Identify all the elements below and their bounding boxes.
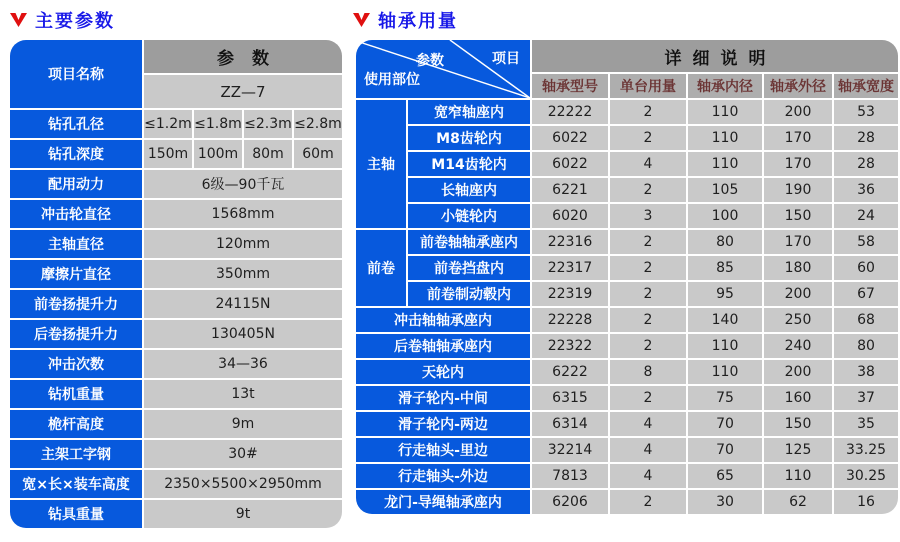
bearing-outer-diameter: 200: [764, 360, 832, 384]
bearing-row: [356, 230, 898, 254]
bearing-outer-diameter: 125: [764, 438, 832, 462]
bearing-outer-diameter: 170: [764, 126, 832, 150]
parameter-label: 冲击轮直径: [10, 200, 142, 228]
bearing-row: [356, 282, 898, 306]
parameter-value: 150m: [144, 140, 192, 168]
bearing-inner-diameter: 70: [688, 412, 762, 436]
bearing-outer-diameter: 170: [764, 230, 832, 254]
parameter-row: [10, 410, 342, 438]
bearing-width: 80: [834, 334, 898, 358]
bearing-inner-diameter: 140: [688, 308, 762, 332]
parameter-label: 后卷扬提升力: [10, 320, 142, 348]
detail-header: 详细说明: [532, 40, 898, 72]
col-header-outer: 轴承外径: [764, 74, 832, 98]
usage-part-label: 天轮内: [356, 360, 530, 384]
red-chevron-icon: [10, 13, 27, 27]
bearing-row: [356, 464, 898, 488]
table-header-row: [10, 40, 342, 73]
bearing-row: [356, 360, 898, 384]
section-title-text: 主要参数: [35, 11, 115, 32]
parameter-value: 350mm: [144, 260, 342, 288]
usage-part-label: 龙门-导绳轴承座内: [356, 490, 530, 514]
bearing-inner-diameter: 110: [688, 126, 762, 150]
parameter-label: 桅杆高度: [10, 410, 142, 438]
bearing-width: 33.25: [834, 438, 898, 462]
bearing-qty: 2: [610, 282, 686, 306]
bearing-inner-diameter: 110: [688, 152, 762, 176]
bearing-row: [356, 334, 898, 358]
bearing-qty: 3: [610, 204, 686, 228]
usage-group-label: 前卷: [356, 230, 406, 306]
parameter-value: 100m: [194, 140, 242, 168]
bearing-inner-diameter: 100: [688, 204, 762, 228]
parameter-value: 30#: [144, 440, 342, 468]
bearing-usage-title: [353, 7, 458, 33]
usage-part-label: M8齿轮内: [408, 126, 530, 150]
model-header: ZZ—7: [144, 75, 342, 108]
bearing-width: 36: [834, 178, 898, 202]
bearing-model: 6222: [532, 360, 608, 384]
parameter-row: [10, 380, 342, 408]
parameter-label: 钻具重量: [10, 500, 142, 528]
bearing-qty: 2: [610, 100, 686, 124]
parameter-value: 60m: [294, 140, 342, 168]
parameter-value: ≤2.8m: [294, 110, 342, 138]
bearing-model: 32214: [532, 438, 608, 462]
parameter-label: 前卷扬提升力: [10, 290, 142, 318]
bearing-qty: 2: [610, 230, 686, 254]
parameter-label: 摩擦片直径: [10, 260, 142, 288]
main-parameters-table: [8, 38, 344, 530]
param-header: 参数: [144, 40, 342, 73]
bearing-row: [356, 126, 898, 150]
bearing-width: 28: [834, 126, 898, 150]
bearing-width: 28: [834, 152, 898, 176]
parameter-row: [10, 320, 342, 348]
parameter-row: [10, 140, 342, 168]
main-parameters-title: [10, 7, 115, 33]
bearing-qty: 4: [610, 464, 686, 488]
bearing-row: [356, 490, 898, 514]
bearing-width: 58: [834, 230, 898, 254]
usage-part-label: 冲击轴轴承座内: [356, 308, 530, 332]
bearing-outer-diameter: 110: [764, 464, 832, 488]
usage-part-label: 后卷轴轴承座内: [356, 334, 530, 358]
parameter-label: 冲击次数: [10, 350, 142, 378]
item-name-header: 项目名称: [10, 40, 142, 108]
bearing-width: 35: [834, 412, 898, 436]
parameter-value: 130405N: [144, 320, 342, 348]
bearing-outer-diameter: 250: [764, 308, 832, 332]
bearing-outer-diameter: 150: [764, 204, 832, 228]
bearing-outer-diameter: 190: [764, 178, 832, 202]
parameter-value: 80m: [244, 140, 292, 168]
bearing-outer-diameter: 200: [764, 282, 832, 306]
bearing-inner-diameter: 30: [688, 490, 762, 514]
bearing-inner-diameter: 95: [688, 282, 762, 306]
bearing-outer-diameter: 160: [764, 386, 832, 410]
bearing-usage-table: [354, 38, 900, 516]
bearing-model: 6315: [532, 386, 608, 410]
bearing-qty: 2: [610, 126, 686, 150]
bearing-row: [356, 178, 898, 202]
usage-part-label: 滑子轮内-中间: [356, 386, 530, 410]
usage-part-label: 前卷制动毂内: [408, 282, 530, 306]
parameter-row: [10, 110, 342, 138]
parameter-label: 主轴直径: [10, 230, 142, 258]
bearing-inner-diameter: 110: [688, 100, 762, 124]
bearing-width: 16: [834, 490, 898, 514]
bearing-outer-diameter: 240: [764, 334, 832, 358]
usage-part-label: M14齿轮内: [408, 152, 530, 176]
bearing-qty: 4: [610, 438, 686, 462]
bearing-outer-diameter: 170: [764, 152, 832, 176]
bearing-row: [356, 256, 898, 280]
bearing-row: [356, 438, 898, 462]
corner-item-label: 项目: [492, 51, 520, 67]
bearing-qty: 8: [610, 360, 686, 384]
usage-part-label: 小链轮内: [408, 204, 530, 228]
diagonal-corner-header: [356, 40, 530, 98]
col-header-qty: 单台用量: [610, 74, 686, 98]
bearing-qty: 2: [610, 256, 686, 280]
bearing-width: 38: [834, 360, 898, 384]
parameter-value: 13t: [144, 380, 342, 408]
parameter-row: [10, 170, 342, 198]
bearing-inner-diameter: 70: [688, 438, 762, 462]
bearing-inner-diameter: 75: [688, 386, 762, 410]
bearing-model: 6221: [532, 178, 608, 202]
parameter-row: [10, 500, 342, 528]
bearing-qty: 2: [610, 334, 686, 358]
usage-group-label: 主轴: [356, 100, 406, 228]
bearing-qty: 2: [610, 490, 686, 514]
bearing-qty: 4: [610, 152, 686, 176]
bearing-model: 22317: [532, 256, 608, 280]
bearing-inner-diameter: 110: [688, 360, 762, 384]
parameter-label: 钻机重量: [10, 380, 142, 408]
bearing-row: [356, 386, 898, 410]
bearing-model: 6022: [532, 152, 608, 176]
bearing-row: [356, 204, 898, 228]
table-header-row: [356, 40, 898, 72]
bearing-width: 37: [834, 386, 898, 410]
usage-part-label: 滑子轮内-两边: [356, 412, 530, 436]
bearing-model: 6314: [532, 412, 608, 436]
parameter-label: 钻孔深度: [10, 140, 142, 168]
bearing-width: 53: [834, 100, 898, 124]
parameter-row: [10, 200, 342, 228]
parameter-value: ≤1.8m: [194, 110, 242, 138]
bearing-row: [356, 308, 898, 332]
parameter-row: [10, 470, 342, 498]
bearing-model: 6022: [532, 126, 608, 150]
bearing-qty: 2: [610, 178, 686, 202]
usage-part-label: 行走轴头-外边: [356, 464, 530, 488]
parameter-label: 钻孔孔径: [10, 110, 142, 138]
bearing-inner-diameter: 65: [688, 464, 762, 488]
bearing-width: 24: [834, 204, 898, 228]
usage-part-label: 长轴座内: [408, 178, 530, 202]
usage-part-label: 前卷轴轴承座内: [408, 230, 530, 254]
bearing-inner-diameter: 80: [688, 230, 762, 254]
bearing-qty: 4: [610, 412, 686, 436]
bearing-row: [356, 100, 898, 124]
parameter-value: ≤1.2m: [144, 110, 192, 138]
bearing-model: 22322: [532, 334, 608, 358]
usage-part-label: 宽窄轴座内: [408, 100, 530, 124]
bearing-inner-diameter: 85: [688, 256, 762, 280]
bearing-outer-diameter: 150: [764, 412, 832, 436]
bearing-model: 22228: [532, 308, 608, 332]
red-chevron-icon: [353, 13, 370, 27]
parameter-value: ≤2.3m: [244, 110, 292, 138]
parameter-value: 24115N: [144, 290, 342, 318]
parameter-value: 34—36: [144, 350, 342, 378]
bearing-outer-diameter: 200: [764, 100, 832, 124]
bearing-inner-diameter: 105: [688, 178, 762, 202]
bearing-model: 6020: [532, 204, 608, 228]
bearing-qty: 2: [610, 386, 686, 410]
bearing-outer-diameter: 62: [764, 490, 832, 514]
parameter-label: 宽×长×装车高度: [10, 470, 142, 498]
parameter-value: 1568mm: [144, 200, 342, 228]
parameter-label: 配用动力: [10, 170, 142, 198]
corner-usage-label: 使用部位: [364, 72, 420, 88]
parameter-value: 120mm: [144, 230, 342, 258]
usage-part-label: 行走轴头-里边: [356, 438, 530, 462]
parameter-value: 6级—90千瓦: [144, 170, 342, 198]
bearing-row: [356, 412, 898, 436]
bearing-width: 67: [834, 282, 898, 306]
parameter-row: [10, 440, 342, 468]
parameter-label: 主架工字钢: [10, 440, 142, 468]
bearing-outer-diameter: 180: [764, 256, 832, 280]
bearing-model: 6206: [532, 490, 608, 514]
bearing-row: [356, 152, 898, 176]
parameter-row: [10, 230, 342, 258]
parameter-value: 9t: [144, 500, 342, 528]
bearing-qty: 2: [610, 308, 686, 332]
parameter-row: [10, 290, 342, 318]
parameter-row: [10, 260, 342, 288]
bearing-model: 7813: [532, 464, 608, 488]
parameter-value: 2350×5500×2950mm: [144, 470, 342, 498]
col-header-width: 轴承宽度: [834, 74, 898, 98]
col-header-inner: 轴承内径: [688, 74, 762, 98]
bearing-model: 22316: [532, 230, 608, 254]
col-header-model: 轴承型号: [532, 74, 608, 98]
parameter-value: 9m: [144, 410, 342, 438]
bearing-model: 22222: [532, 100, 608, 124]
bearing-width: 30.25: [834, 464, 898, 488]
bearing-model: 22319: [532, 282, 608, 306]
bearing-inner-diameter: 110: [688, 334, 762, 358]
parameter-row: [10, 350, 342, 378]
usage-part-label: 前卷挡盘内: [408, 256, 530, 280]
bearing-width: 60: [834, 256, 898, 280]
corner-param-label: 参数: [416, 53, 444, 69]
section-title-text: 轴承用量: [378, 11, 458, 32]
bearing-width: 68: [834, 308, 898, 332]
